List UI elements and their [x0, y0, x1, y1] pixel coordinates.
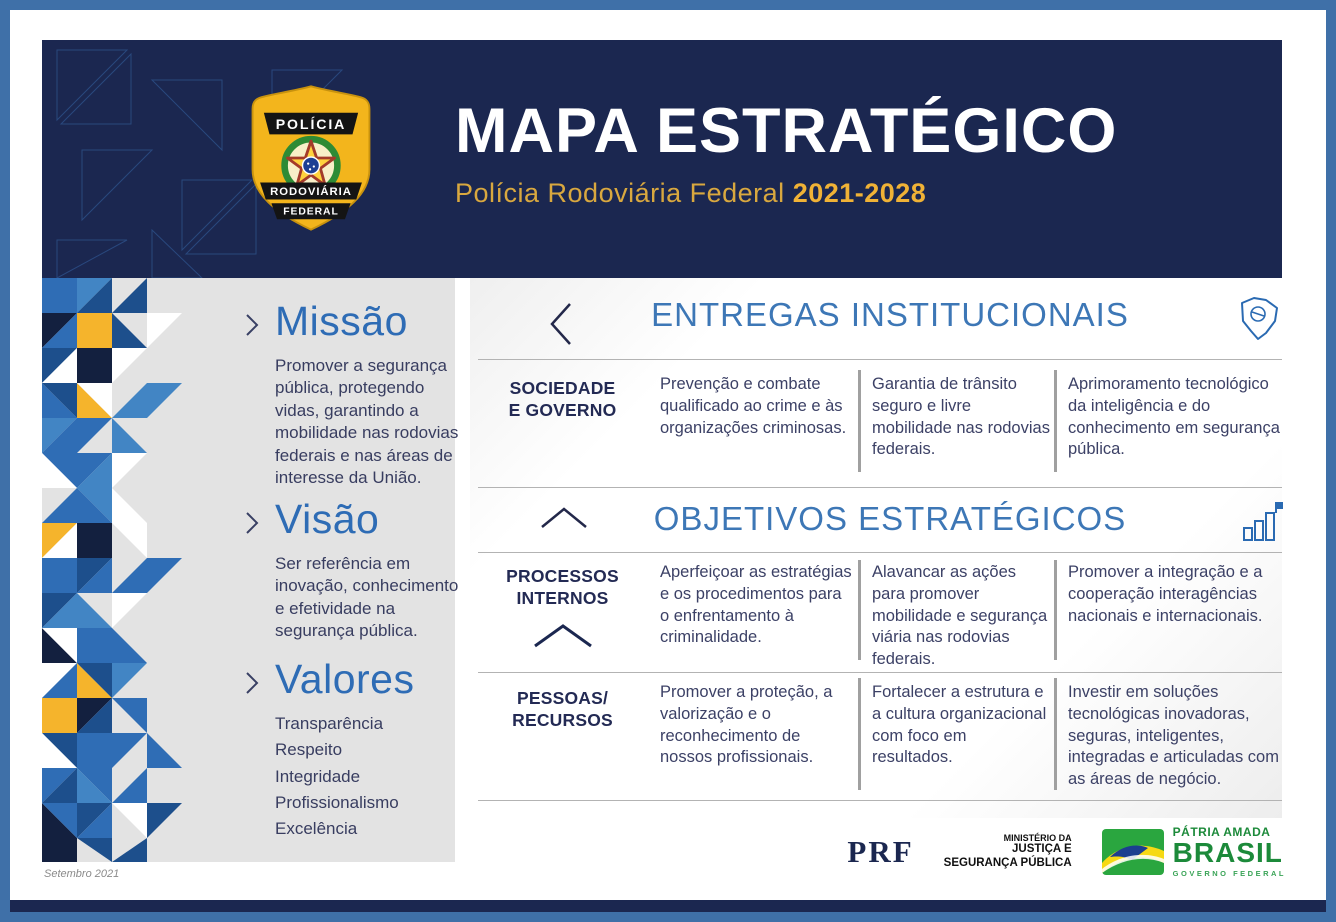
- chevron-left-icon: [548, 300, 574, 348]
- vision-section: [243, 496, 458, 643]
- triangle-mosaic: [42, 278, 182, 862]
- bottom-navy-band: [10, 900, 1326, 912]
- cell-divider: [1054, 370, 1057, 472]
- row-label-pessoas: PESSOAS/ RECURSOS: [512, 688, 613, 730]
- subtitle-period: 2021-2028: [792, 178, 927, 209]
- divider-line: [478, 672, 1282, 673]
- badge-bottom-text: FEDERAL: [283, 206, 339, 218]
- divider-line: [478, 359, 1282, 360]
- values-list: [275, 711, 458, 843]
- chevron-right-icon: [243, 509, 261, 537]
- chevron-right-icon: [243, 669, 261, 697]
- vision-text: Ser referência em inovação, conhecimento e efetividade na segurança pública.: [275, 554, 459, 641]
- governo-federal-logo: PÁTRIA AMADA BRASIL GOVERNO FEDERAL: [1102, 826, 1286, 878]
- cell-pessoas-1: Promover a proteção, a valorização e o reconhecimento de nossos profissionais.: [660, 683, 833, 767]
- value-item: Integridade: [275, 766, 361, 786]
- mission-heading: Missão: [275, 298, 408, 344]
- divider-line: [478, 487, 1282, 488]
- cell-divider: [1054, 560, 1057, 660]
- chevron-right-icon: [243, 311, 261, 339]
- cell-divider: [858, 370, 861, 472]
- cell-processos-3: Promover a integração e a cooperação interagências nacionais e internacionais.: [1068, 563, 1263, 625]
- brazil-flag-icon: [1102, 829, 1164, 875]
- cell-pessoas-3: Investir em soluções tecnológicas inovadoras, seguras, inteligentes, integradas e articuladas com as áreas de negócio.: [1068, 683, 1279, 789]
- value-item: Transparência: [275, 714, 384, 733]
- bar-chart-icon: [1240, 500, 1284, 544]
- sidebar-panel: [42, 278, 459, 862]
- cell-divider: [858, 678, 861, 790]
- cell-divider: [1054, 678, 1057, 790]
- value-item: Respeito: [275, 740, 343, 760]
- brazil-map-icon: [1232, 294, 1282, 344]
- badge-top-text: POLÍCIA: [275, 115, 347, 132]
- divider-line: [478, 552, 1282, 553]
- footer-logos: [847, 826, 1286, 878]
- value-item: Profissionalismo: [275, 793, 399, 813]
- date-footnote: Setembro 2021: [44, 868, 120, 880]
- ministry-logo: MINISTÉRIO DA JUSTIÇA E SEGURANÇA PÚBLICA: [943, 832, 1072, 870]
- subtitle-text: Polícia Rodoviária Federal: [455, 178, 785, 209]
- row-label-sociedade: SOCIEDADE E GOVERNO: [508, 378, 617, 420]
- cell-divider: [858, 560, 861, 660]
- cell-sociedade-3: Aprimoramento tecnológico da inteligência e do conhecimento em segurança pública.: [1068, 375, 1280, 459]
- cell-processos-2: Alavancar as ações para promover mobilidade e segurança viária nas rodovias federais.: [872, 563, 1048, 669]
- mission-section: [243, 298, 458, 490]
- values-heading: Valores: [275, 656, 415, 702]
- value-item: Excelência: [275, 819, 358, 839]
- divider-line: [478, 800, 1282, 801]
- chevron-up-icon: [538, 505, 590, 531]
- vision-heading: Visão: [275, 496, 380, 542]
- chevron-up-icon: [531, 620, 595, 650]
- section-title-objetivos: OBJETIVOS ESTRATÉGICOS: [653, 500, 1127, 537]
- values-section: [243, 656, 458, 843]
- badge-mid-text: RODOVIÁRIA: [270, 185, 352, 198]
- page-subtitle: [455, 178, 1235, 209]
- row-label-processos: PROCESSOS INTERNOS: [506, 566, 619, 608]
- prf-wordmark: PRF: [847, 833, 914, 869]
- prf-badge: [245, 82, 377, 234]
- mission-text: Promover a segurança pública, protegendo vidas, garantindo a mobilidade nas rodovias federais e nas áreas de interesse da União.: [275, 356, 459, 488]
- cell-sociedade-1: Prevenção e combate qualificado ao crime e às organizações criminosas.: [660, 375, 847, 437]
- cell-processos-1: Aperfeiçoar as estratégias e os procedimentos para o enfrentamento à criminalidade.: [660, 563, 852, 647]
- header-band: [42, 40, 1282, 278]
- strategy-matrix: [470, 278, 1282, 818]
- page-title: MAPA ESTRATÉGICO: [455, 96, 1118, 166]
- section-title-entregas: ENTREGAS INSTITUCIONAIS: [651, 296, 1129, 333]
- cell-sociedade-2: Garantia de trânsito seguro e livre mobilidade nas rodovias federais.: [872, 375, 1050, 459]
- cell-pessoas-2: Fortalecer a estrutura e a cultura organizacional com foco em resultados.: [872, 683, 1047, 767]
